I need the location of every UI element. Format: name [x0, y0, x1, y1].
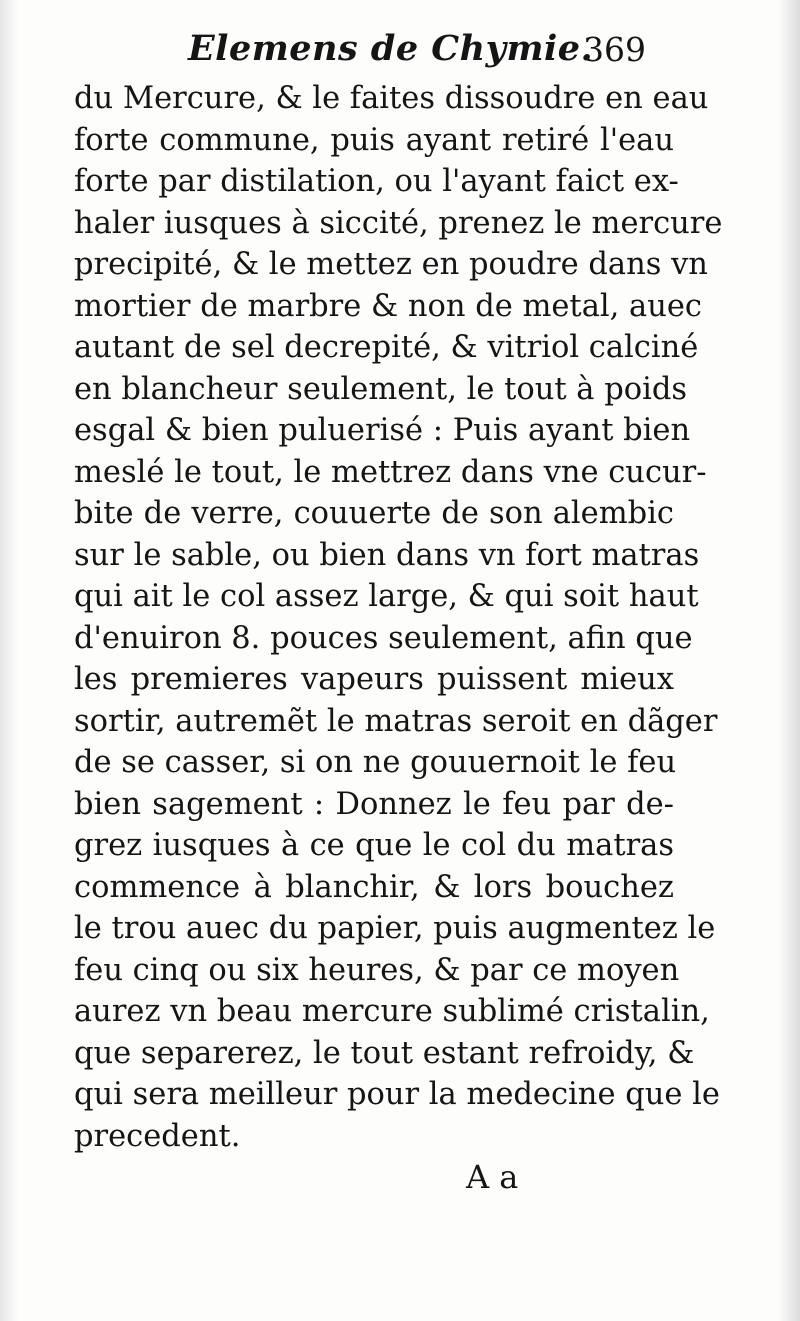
text-line: qui ait le col assez large, & qui soit haut — [74, 579, 699, 614]
text-line: grez iusques à ce que le col du matras — [74, 828, 674, 863]
text-line: le trou auec du papier, puis augmentez le — [74, 911, 716, 946]
text-line: qui sera meilleur pour la medecine que le — [74, 1077, 720, 1112]
text-line: forte commune, puis ayant retiré l'eau — [74, 122, 674, 158]
text-line: que separerez, le tout estant refroidy, & — [74, 1035, 695, 1071]
text-line: forte par distilation, ou l'ayant faict ex- — [74, 164, 679, 199]
text-line: bite de verre, couuerte de son alembic — [74, 496, 674, 531]
text-line: feu cinq ou six heures, & par ce moyen — [74, 952, 680, 988]
text-line: sur le sable, ou bien dans vn fort matras — [74, 537, 700, 573]
text-line: autant de sel decrepité, & vitriol calciné — [74, 330, 699, 365]
text-line: haler iusques à siccité, prenez le mercure — [74, 205, 723, 241]
running-head — [0, 28, 800, 80]
text-line: d'enuiron 8. pouces seulement, afin que — [74, 620, 693, 656]
text-line: precipité, & le mettez en poudre dans vn — [74, 247, 708, 282]
text-line: du Mercure, & le faites dissoudre en eau — [74, 81, 709, 116]
text-line: les premieres vapeurs puissent mieux — [74, 662, 674, 697]
running-title: Elemens de Chymie. — [188, 28, 594, 69]
text-line: meslé le tout, le mettrez dans vne cucur- — [74, 454, 707, 490]
page-number: 369 — [583, 30, 646, 69]
body-text — [74, 78, 723, 1157]
text-line: de se casser, si on ne gouuernoit le feu — [74, 745, 677, 780]
text-line: sortir, autremẽt le matras seroit en dãger — [74, 703, 718, 739]
text-line: en blancheur seulement, le tout à poids — [74, 371, 688, 407]
text-line-last: precedent. — [74, 1118, 241, 1154]
signature-mark: A a — [466, 1158, 519, 1196]
text-line: mortier de marbre & non de metal, auec — [74, 288, 702, 324]
text-line: aurez vn beau mercure sublimé cristalin, — [74, 994, 710, 1029]
text-line: esgal & bien puluerisé : Puis ayant bien — [74, 413, 691, 448]
text-line: bien sagement : Donnez le feu par de- — [74, 786, 674, 822]
text-line: commence à blanchir, & lors bouchez — [74, 869, 674, 905]
